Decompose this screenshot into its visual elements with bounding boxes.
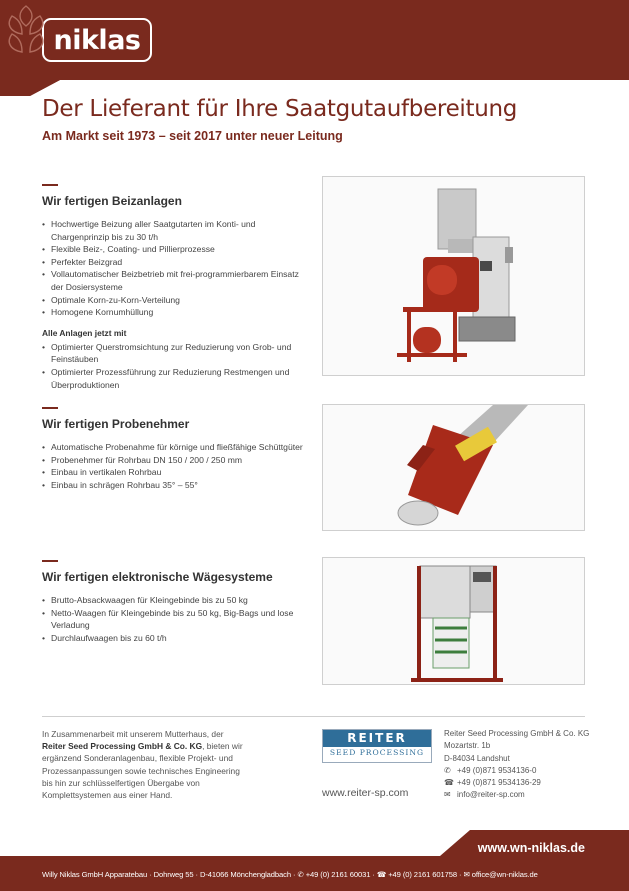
- fax-icon: ☎: [444, 778, 454, 788]
- section-probenehmer: [42, 407, 304, 491]
- list-item: • Einbau in vertikalen Rohrbau: [42, 466, 304, 479]
- list-item: • Flexible Beiz-, Coating- und Pillierprozesse: [42, 243, 304, 256]
- list-item: • Homogene Kornumhüllung: [42, 306, 304, 319]
- page-subtitle: Am Markt seit 1973 – seit 2017 unter neuer Leitung: [42, 129, 343, 143]
- header-band: [0, 0, 629, 96]
- photo-waegesystem: [322, 557, 585, 685]
- contact-fax: +49 (0)871 9534136-29: [457, 778, 541, 788]
- scale-illustration: [323, 558, 585, 685]
- list-item: • Durchlaufwaagen bis zu 60 t/h: [42, 632, 304, 645]
- cooperation-text: [42, 728, 250, 801]
- section-divider: [42, 407, 58, 409]
- list-item: • Optimierter Prozessführung zur Reduzierung Restmengen und Überproduktionen: [42, 366, 304, 391]
- photo-probenehmer: [322, 404, 585, 531]
- niklas-url-link[interactable]: www.wn-niklas.de: [477, 841, 585, 855]
- section-waegesysteme: [42, 560, 304, 644]
- cooperation-company: Reiter Seed Processing GmbH & Co. KG: [42, 741, 203, 752]
- reiter-contact: [444, 728, 589, 802]
- list-item: • Optimale Korn-zu-Korn-Verteilung: [42, 294, 304, 307]
- section-beizanlagen: [42, 184, 304, 391]
- sub-feature-list: [42, 341, 304, 391]
- contact-street: Mozartstr. 1b: [444, 741, 491, 751]
- cooperation-text-body: , bieten wir ergänzend Sonderanlagenbau, flexible Projekt- und Prozessanpassungen sowie technisches Engineering bis hin zur schlüsselfertigen Übergabe von Komplettsystemen aus einer Hand.: [42, 741, 243, 801]
- list-item: • Perfekter Beizgrad: [42, 256, 304, 269]
- contact-phone[interactable]: +49 (0)871 9534136-0: [457, 765, 537, 775]
- footer-divider: [42, 716, 585, 717]
- cooperation-text-intro: In Zusammenarbeit mit unserem Mutterhaus, der: [42, 729, 224, 739]
- section-heading: Wir fertigen Probenehmer: [42, 417, 190, 431]
- reiter-logo[interactable]: [322, 729, 432, 763]
- reiter-logo-top: REITER: [323, 730, 431, 747]
- list-item: • Vollautomatischer Beizbetrieb mit frei-programmierbarem Einsatz der Dosiersysteme: [42, 268, 304, 293]
- list-item: • Brutto-Absackwaagen für Kleingebinde bis zu 50 kg: [42, 594, 304, 607]
- sub-heading: Alle Anlagen jetzt mit: [42, 327, 127, 338]
- section-divider: [42, 560, 58, 562]
- sampler-illustration: [323, 405, 585, 531]
- list-item: • Optimierter Querstromsichtung zur Reduzierung von Grob- und Feinstäuben: [42, 341, 304, 366]
- feature-list: [42, 218, 304, 319]
- reiter-url-link[interactable]: www.reiter-sp.com: [322, 787, 409, 799]
- niklas-logo[interactable]: niklas: [42, 18, 152, 62]
- contact-phone-row: [444, 765, 589, 777]
- photo-beizanlage: [322, 176, 585, 376]
- footer-band: [0, 830, 629, 891]
- email-icon: ✉: [444, 790, 451, 800]
- list-item: • Netto-Waagen für Kleingebinde bis zu 50 kg, Big-Bags und lose Verladung: [42, 607, 304, 632]
- footer-address: Willy Niklas GmbH Apparatebau · Dohrweg 55 · D-41066 Mönchengladbach · ✆ +49 (0) 2161 60031 · ☎ +49 (0) 2161 601758 · ✉ office@wn-niklas.de: [42, 870, 538, 879]
- footer-background: [0, 830, 629, 891]
- feature-list: [42, 594, 304, 644]
- contact-company: Reiter Seed Processing GmbH & Co. KG: [444, 729, 590, 738]
- contact-fax-row: [444, 777, 589, 789]
- phone-icon: ✆: [444, 765, 451, 775]
- list-item: • Automatische Probenahme für körnige und fließfähige Schüttgüter: [42, 441, 304, 454]
- section-divider: [42, 184, 58, 186]
- feature-list: [42, 441, 304, 491]
- wheat-icon: [0, 0, 52, 58]
- section-heading: Wir fertigen Beizanlagen: [42, 194, 182, 208]
- section-heading: Wir fertigen elektronische Wägesysteme: [42, 570, 273, 584]
- list-item: • Einbau in schrägen Rohrbau 35° – 55°: [42, 479, 304, 492]
- list-item: • Hochwertige Beizung aller Saatgutarten im Konti- und Chargenprinzip bis zu 30 t/h: [42, 218, 304, 243]
- page-title: Der Lieferant für Ihre Saatgutaufbereitung: [42, 96, 518, 122]
- contact-email[interactable]: info@reiter-sp.com: [457, 790, 525, 800]
- machine-illustration: [323, 177, 585, 376]
- contact-city: D-84034 Landshut: [444, 753, 510, 763]
- reiter-logo-bottom: SEED PROCESSING: [323, 747, 431, 762]
- contact-email-row: [444, 789, 589, 801]
- list-item: • Probenehmer für Rohrbau DN 150 / 200 / 250 mm: [42, 454, 304, 467]
